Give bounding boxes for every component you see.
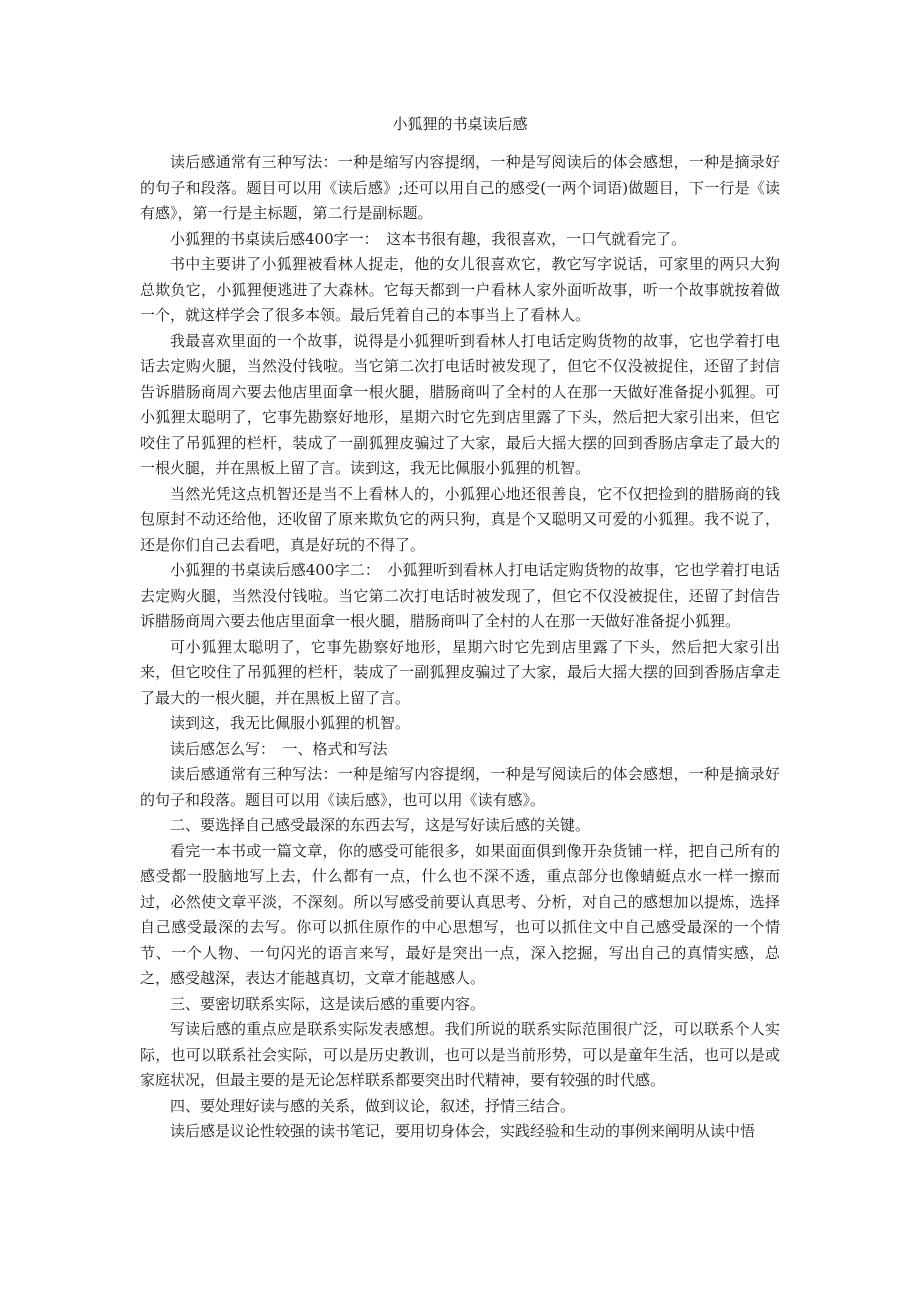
paragraph-section-two: 二、要选择自己感受最深的东西去写，这是写好读后感的关键。 [170,816,591,834]
document-page [140,112,780,1145]
paragraph-three-methods: 读后感通常有三种写法：一种是缩写内容提纲，一种是写阅读后的体会感想，一种是摘录好的句子和段落。题目可以用《读后感》，也可以用《读有感》。 [140,765,780,809]
paragraph-intro: 读后感通常有三种写法：一种是缩写内容提纲，一种是写阅读后的体会感想，一种是摘录好的句子和段落。题目可以用《读后感》;还可以用自己的感受(一两个词语)做题目，下一行是《读有感》，第一行是主标题，第二行是副标题。 [140,153,780,222]
paragraph-connect-reality: 写读后感的重点应是联系实际发表感想。我们所说的联系实际范围很广泛，可以联系个人实际，也可以联系社会实际，可以是历史教训，也可以是当前形势，可以是童年生活，也可以是或家庭状况，但最主要的是无论怎样联系都要突出时代精神，要有较强的时代感。 [140,1020,780,1089]
paragraph-admiration: 读到这，我无比佩服小狐狸的机智。 [170,714,411,732]
paragraph-kindness: 当然光凭这点机智还是当不上看林人的，小狐狸心地还很善良，它不仅把捡到的腊肠商的钱包原封不动还给他，还收留了原来欺负它的两只狗，真是个又聪明又可爱的小狐狸。我不说了，还是你们自己去看吧，真是好玩的不得了。 [140,484,780,554]
paragraph-how-to-heading: 读后感怎么写： 一、格式和写法 [170,739,388,758]
paragraph-section-four: 四、要处理好读与感的关系，做到议论，叙述，抒情三结合。 [170,1096,576,1115]
paragraph-section-three: 三、要密切联系实际，这是读后感的重要内容。 [170,994,486,1013]
paragraph-essay-one-heading: 小狐狸的书桌读后感400字一： 这本书很有趣，我很喜欢，一口气就看完了。 [170,229,687,248]
paragraph-essay-two-heading: 小狐狸的书桌读后感400字二： 小狐狸听到看林人打电话定购货物的故事，它也学着打电话去定购火腿，当然没付钱啦。当它第二次打电话时被发现了，但它不仅没被捉住，还留了封信告诉腊肠商周六要去他店里面拿一根火腿，腊肠商叫了全村的人在那一天做好准备捉小狐狸。 [140,561,780,630]
paragraph-reading-notes: 读后感是议论性较强的读书笔记，要用切身体会，实践经验和生动的事例来阐明从读中悟 [170,1122,756,1140]
document-title: 小狐狸的书桌读后感 [392,115,528,133]
paragraph-clever-fox: 可小狐狸太聪明了，它事先勘察好地形，星期六时它先到店里露了下头，然后把大家引出来，但它咬住了吊狐狸的栏杆，装成了一副狐狸皮骗过了大家，最后大摇大摆的回到香肠店拿走了最大的一根火腿，并在黑板上留了言。 [140,637,780,707]
paragraph-deep-feelings: 看完一本书或一篇文章，你的感受可能很多，如果面面俱到像开杂货铺一样，把自己所有的感受都一股脑地写上去，什么都有一点，什么也不深不透，重点部分也像蜻蜓点水一样一擦而过，必然使文章平淡，不深刻。所以写感受前要认真思考、分析，对自己的感想加以提炼，选择自己感受最深的去写。你可以抓住原作的中心思想写，也可以抓住文中自己感受最深的一个情节、一个人物、一句闪光的语言来写，最好是突出一点，深入挖掘，写出自己的真情实感，总之，感受越深，表达才能越真切，文章才能越感人。 [140,841,780,987]
paragraph-favorite-story: 我最喜欢里面的一个故事，说得是小狐狸听到看林人打电话定购货物的故事，它也学着打电话去定购火腿，当然没付钱啦。当它第二次打电话时被发现了，但它不仅没被捉住，还留了封信告诉腊肠商周六要去他店里面拿一根火腿，腊肠商叫了全村的人在那一天做好准备捉小狐狸。可小狐狸太聪明了，它事先勘察好地形，星期六时它先到店里露了下头，然后把大家引出来，但它咬住了吊狐狸的栏杆，装成了一副狐狸皮骗过了大家，最后大摇大摆的回到香肠店拿走了最大的一根火腿，并在黑板上留了言。读到这，我无比佩服小狐狸的机智。 [140,331,780,477]
paragraph-summary: 书中主要讲了小狐狸被看林人捉走，他的女儿很喜欢它，教它写字说话，可家里的两只大狗总欺负它，小狐狸便逃进了大森林。它每天都到一户看林人家外面听故事，听一个故事就按着做一个，就这样学会了很多本领。最后凭着自己的本事当上了看林人。 [140,255,780,324]
